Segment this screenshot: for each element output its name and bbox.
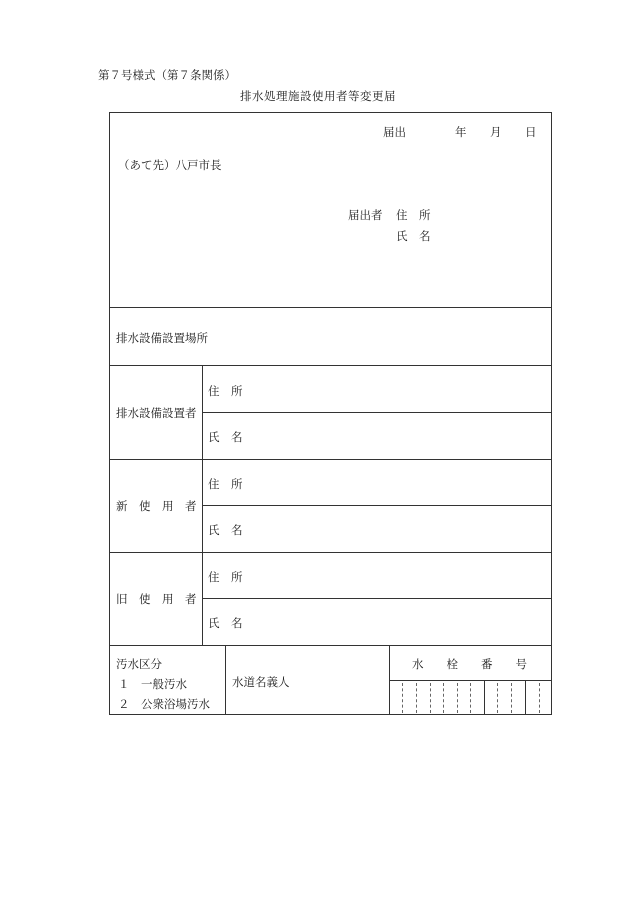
hydrant-digit-separator [497, 683, 498, 713]
installer-name-label: 氏 名 [208, 430, 243, 444]
form-number: 第７号様式（第７条関係） [98, 68, 236, 82]
notifier-name-label: 氏 名 [396, 229, 431, 243]
divider-new [109, 552, 552, 553]
divider-new-mid [202, 505, 552, 506]
hydrant-digit-separator [416, 683, 417, 713]
new-user-address-label: 住 所 [208, 477, 243, 491]
form-title: 排水処理施設使用者等変更届 [240, 89, 396, 103]
date-prefix: 届出 [383, 125, 406, 139]
divider-installer-mid [202, 412, 552, 413]
hydrant-digit-separator [511, 683, 512, 713]
water-owner-label: 水道名義人 [232, 675, 290, 689]
divider-location [109, 365, 552, 366]
month-label: 月 [490, 125, 502, 139]
installer-label: 排水設備設置者 [116, 406, 197, 420]
divider-installer [109, 459, 552, 460]
sewage-class-label: 汚水区分 [116, 657, 162, 671]
old-user-label: 旧 使 用 者 [116, 592, 197, 606]
hydrant-digit-separator [470, 683, 471, 713]
hydrant-number-label: 水 栓 番 号 [412, 657, 527, 671]
hydrant-digit-separator [539, 683, 540, 713]
new-user-name-label: 氏 名 [208, 523, 243, 537]
new-user-label: 新 使 用 者 [116, 499, 197, 513]
location-label: 排水設備設置場所 [116, 331, 208, 345]
hydrant-digit-separator [402, 683, 403, 713]
sewage-class-divider [225, 645, 226, 715]
old-user-address-label: 住 所 [208, 570, 243, 584]
hydrant-group-divider-1 [484, 680, 485, 715]
year-label: 年 [455, 125, 467, 139]
divider-header [109, 307, 552, 308]
divider-old-mid [202, 598, 552, 599]
water-owner-divider [389, 645, 390, 715]
installer-address-label: 住 所 [208, 384, 243, 398]
addressee: （あて先）八戸市長 [118, 158, 222, 172]
label-column-divider [202, 365, 203, 645]
notifier-label: 届出者 [348, 208, 383, 222]
divider-hydrant [389, 680, 552, 681]
day-label: 日 [525, 125, 537, 139]
hydrant-group-divider-2 [525, 680, 526, 715]
hydrant-digit-separator [443, 683, 444, 713]
hydrant-digit-separator [430, 683, 431, 713]
sewage-option-general: １ 一般汚水 [118, 677, 187, 691]
hydrant-digit-separator [457, 683, 458, 713]
sewage-option-bathhouse: ２ 公衆浴場汚水 [118, 697, 210, 711]
notifier-address-label: 住 所 [396, 208, 431, 222]
old-user-name-label: 氏 名 [208, 616, 243, 630]
divider-old [109, 645, 552, 646]
